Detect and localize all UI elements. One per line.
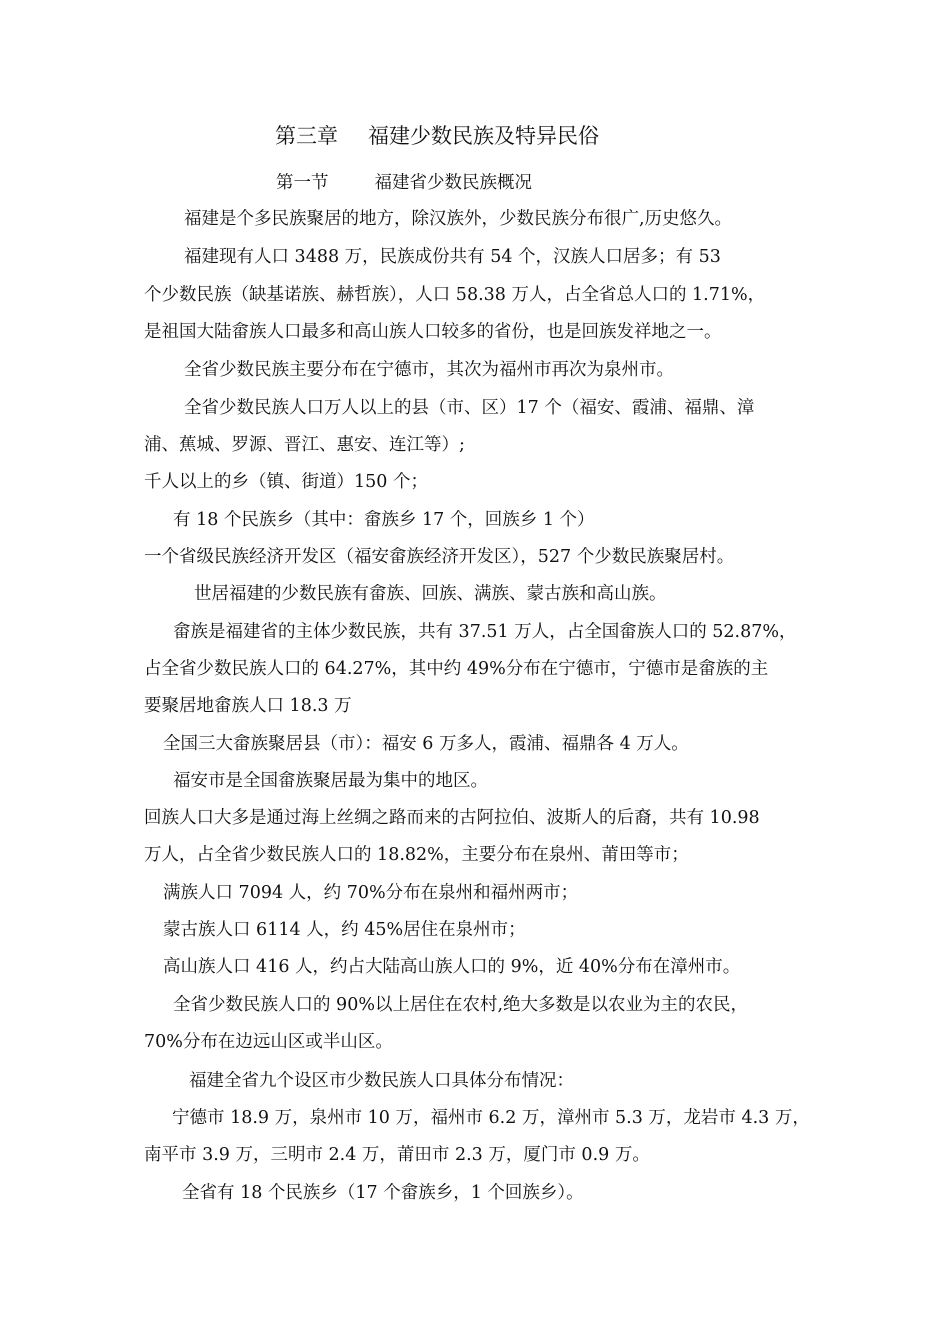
body-line-24: 福建全省九个设区市少数民族人口具体分布情况： [189,1071,574,1091]
body-line-7: 浦、蕉城、罗源、晋江、惠安、连江等）; [144,435,465,455]
body-line-13: 占全省少数民族人口的 64.27%，其中约 49%分布在宁德市，宁德市是畲族的主 [144,659,769,679]
section-number: 第一节 [276,173,329,193]
body-line-11: 世居福建的少数民族有畲族、回族、满族、蒙古族和高山族。 [194,584,667,604]
body-line-15: 全国三大畲族聚居县（市）：福安 6 万多人，霞浦、福鼎各 4 万人。 [163,734,689,754]
section-heading [276,171,532,195]
chapter-title: 福建少数民族及特异民俗 [368,124,599,148]
body-line-12: 畲族是福建省的主体少数民族，共有 37.51 万人，占全国畲族人口的 52.87%， [173,622,797,642]
body-line-23: 70%分布在边远山区或半山区。 [144,1032,393,1052]
body-line-17: 回族人口大多是通过海上丝绸之路而来的古阿拉伯、波斯人的后裔，共有 10.98 [144,808,760,828]
body-line-14: 要聚居地畲族人口 18.3 万 [144,696,352,716]
chapter-number: 第三章 [275,124,338,148]
body-line-5: 全省少数民族主要分布在宁德市，其次为福州市再次为泉州市。 [184,360,674,380]
body-line-3: 个少数民族（缺基诺族、赫哲族），人口 58.38 万人，占全省总人口的 1.71%， [144,285,766,305]
body-line-4: 是祖国大陆畲族人口最多和高山族人口较多的省份，也是回族发祥地之一。 [144,322,722,342]
body-line-26: 南平市 3.9 万，三明市 2.4 万，莆田市 2.3 万，厦门市 0.9 万。 [144,1145,650,1165]
body-line-22: 全省少数民族人口的 90%以上居住在农村,绝大多数是以农业为主的农民， [173,995,749,1015]
body-line-18: 万人，占全省少数民族人口的 18.82%，主要分布在泉州、莆田等市； [144,845,689,865]
body-line-21: 高山族人口 416 人，约占大陆高山族人口的 9%，近 40%分布在漳州市。 [163,957,741,977]
body-line-6: 全省少数民族人口万人以上的县（市、区）17 个（福安、霞浦、福鼎、漳 [184,398,755,418]
body-line-10: 一个省级民族经济开发区（福安畲族经济开发区），527 个少数民族聚居村。 [144,547,735,567]
body-line-19: 满族人口 7094 人，约 70%分布在泉州和福州两市； [163,883,579,903]
body-line-9: 有 18 个民族乡（其中：畲族乡 17 个，回族乡 1 个） [173,510,595,530]
body-line-8: 千人以上的乡（镇、街道）150 个； [144,472,428,492]
body-line-25: 宁德市 18.9 万，泉州市 10 万，福州市 6.2 万，漳州市 5.3 万，龙岩市 4.3 万， [172,1108,810,1128]
body-line-2: 福建现有人口 3488 万，民族成份共有 54 个，汉族人口居多；有 53 [184,247,721,267]
body-line-27: 全省有 18 个民族乡（17 个畲族乡，1 个回族乡）。 [182,1183,584,1203]
body-line-1: 福建是个多民族聚居的地方，除汉族外，少数民族分布很广,历史悠久。 [184,209,733,229]
body-line-16: 福安市是全国畲族聚居最为集中的地区。 [173,771,488,791]
body-line-20: 蒙古族人口 6114 人，约 45%居住在泉州市； [163,920,526,940]
section-title: 福建省少数民族概况 [374,173,532,193]
chapter-heading [275,122,599,150]
